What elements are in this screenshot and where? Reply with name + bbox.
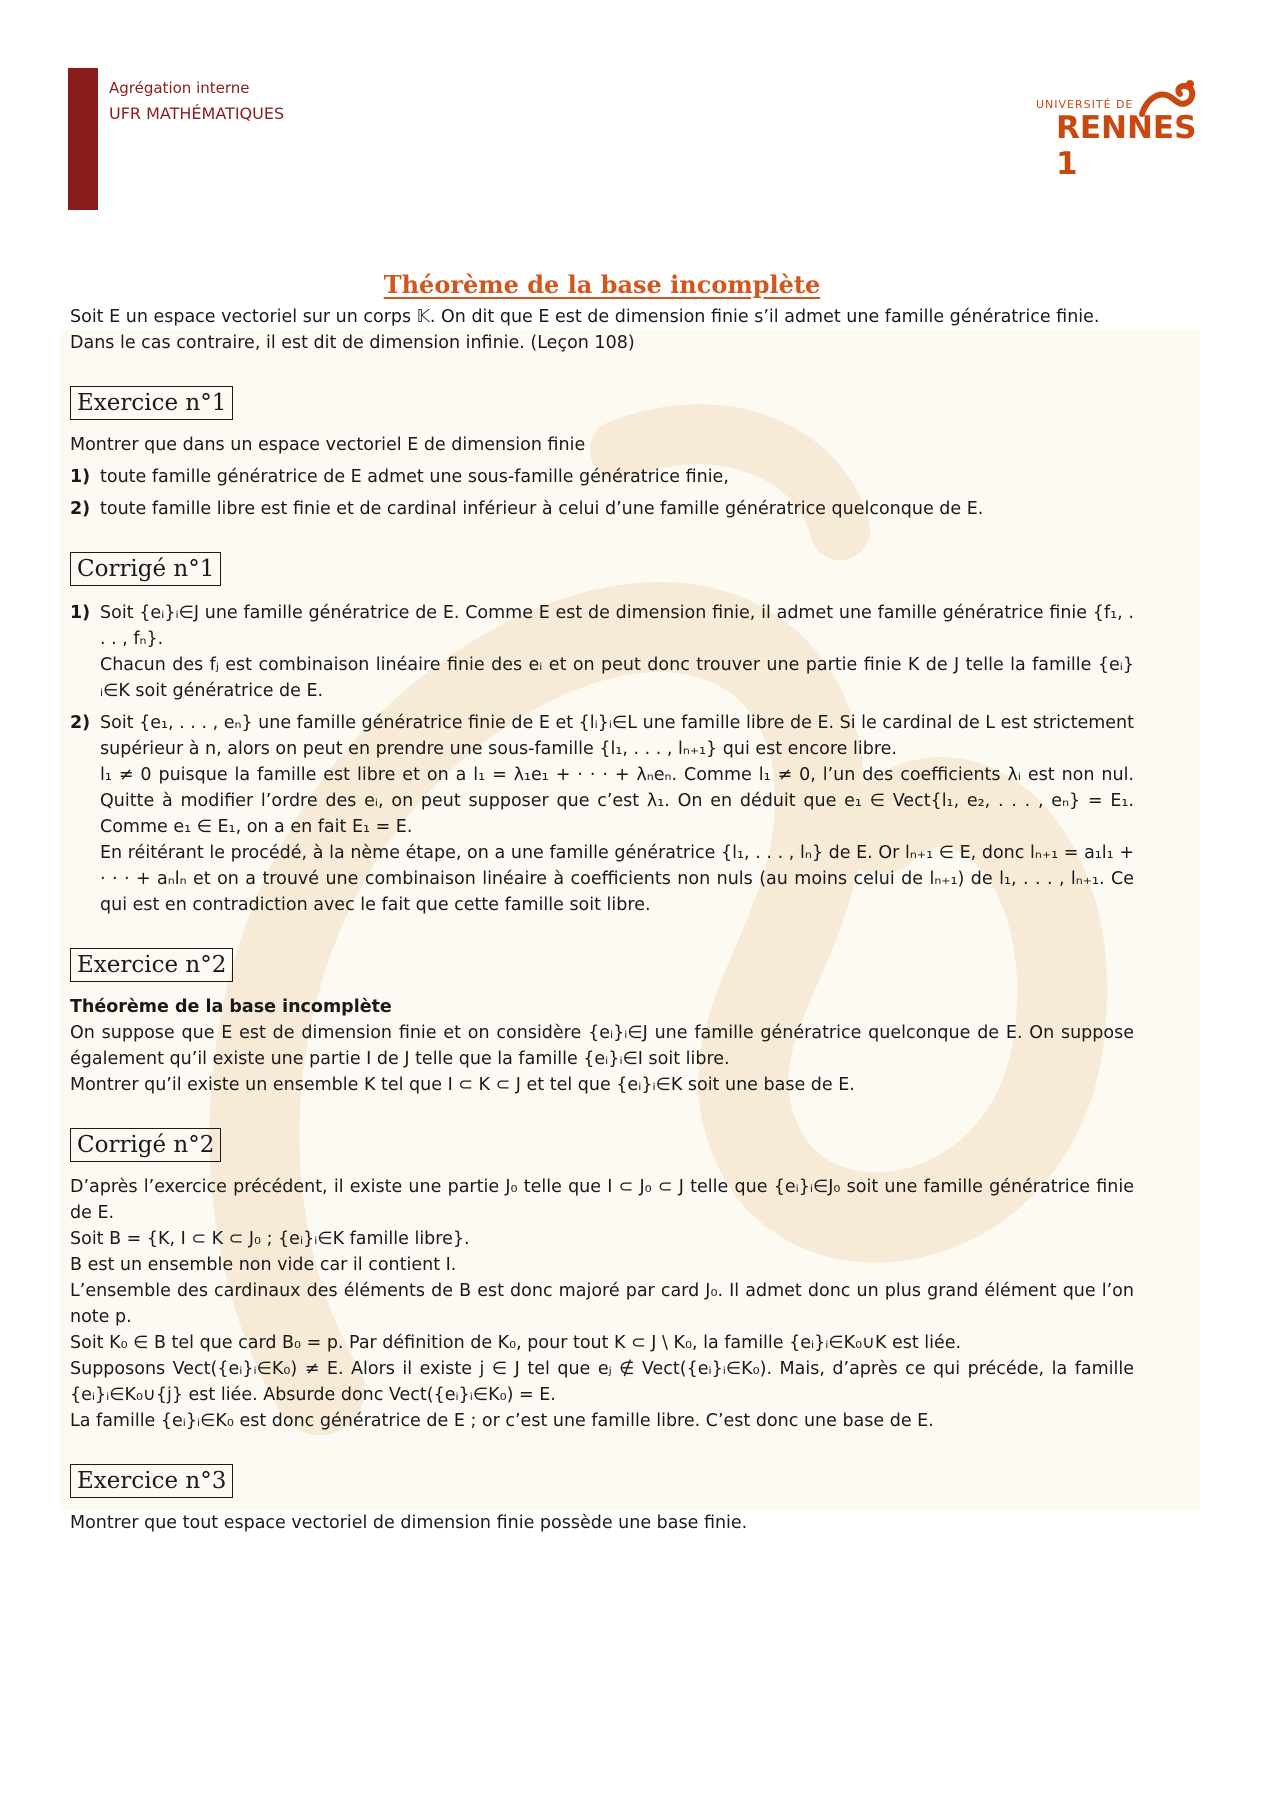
exercise-3-heading: Exercice n°3 (70, 1464, 233, 1498)
intro-line-2: Dans le cas contraire, il est dit de dimension infinie. (Leçon 108) (70, 333, 635, 353)
header-department: UFR MATHÉMATIQUES (109, 104, 285, 123)
university-logo (1030, 72, 1200, 182)
exercise-1-item (70, 464, 1134, 490)
correction-text: En réitérant le procédé, à la nème étape, on a une famille génératrice {l₁, . . . , lₙ} de E. Or lₙ₊₁ ∈ E, donc lₙ₊₁ = a₁l₁ + · · · + aₙlₙ et on a trouvé une combinaison linéaire à coefficients non nuls (au moins celui de lₙ₊₁) de l₁, . . . , lₙ₊₁. Ce qui est en contradiction avec le fait que cette famille soit libre. (100, 843, 1134, 915)
exercise-1-heading: Exercice n°1 (70, 386, 233, 420)
correction-2-text: B est un ensemble non vide car il contient I. (70, 1255, 457, 1275)
correction-2-text: La famille {eᵢ}ᵢ∈K₀ est donc génératrice de E ; or c’est une famille libre. C’est donc une base de E. (70, 1411, 934, 1431)
correction-2-text: D’après l’exercice précédent, il existe une partie J₀ telle que I ⊂ J₀ ⊂ J telle que {eᵢ}ᵢ∈J₀ soit une famille génératrice finie de E. (70, 1177, 1134, 1223)
correction-1-item (70, 710, 1134, 918)
header-accent-bar (68, 68, 98, 210)
correction-2-text: Supposons Vect({eᵢ}ᵢ∈K₀) ≠ E. Alors il existe j ∈ J tel que eⱼ ∉ Vect({eᵢ}ᵢ∈K₀). Mais, d’après ce qui précéde, la famille {eᵢ}ᵢ∈K₀∪{j} est liée. Absurde donc Vect({eᵢ}ᵢ∈K₀) = E. (70, 1359, 1134, 1405)
exercise-1-statement: Montrer que dans un espace vectoriel E de dimension finie (70, 435, 586, 455)
correction-2-text: L’ensemble des cardinaux des éléments de B est donc majoré par card J₀. Il admet donc un plus grand élément que l’on note p. (70, 1281, 1134, 1327)
exercise-2-text: On suppose que E est de dimension finie et on considère {eᵢ}ᵢ∈J une famille génératrice quelconque de E. On suppose également qu’il existe une partie I de J telle que la famille {eᵢ}ᵢ∈I soit libre. (70, 1023, 1134, 1069)
item-text: toute famille libre est finie et de cardinal inférieur à celui d’une famille génératrice quelconque de E. (100, 499, 984, 519)
item-number: 2) (70, 713, 91, 733)
document-title: Théorème de la base incomplète (383, 270, 821, 299)
item-text: toute famille génératrice de E admet une sous-famille génératrice finie, (100, 467, 729, 487)
item-number: 2) (70, 499, 91, 519)
intro-line-1: Soit E un espace vectoriel sur un corps 𝕂. On dit que E est de dimension finie s’il admet une famille génératrice finie. (70, 307, 1100, 327)
correction-text: Chacun des fⱼ est combinaison linéaire finie des eᵢ et on peut donc trouver une partie finie K de J telle la famille {eᵢ}ᵢ∈K soit génératrice de E. (100, 655, 1134, 701)
exercise-2-subtitle: Théorème de la base incomplète (70, 997, 392, 1017)
correction-1-heading: Corrigé n°1 (70, 552, 221, 586)
document-body (70, 272, 1134, 1536)
correction-1-item (70, 600, 1134, 704)
correction-text: Soit {e₁, . . . , eₙ} une famille génératrice finie de E et {lᵢ}ᵢ∈L une famille libre de E. Si le cardinal de L est strictement supérieur à n, alors on peut en prendre une sous-famille {l₁, . . . , lₙ₊₁} qui est encore libre. (100, 713, 1134, 759)
item-number: 1) (70, 467, 91, 487)
exercise-3-statement: Montrer que tout espace vectoriel de dimension finie possède une base finie. (70, 1513, 748, 1533)
exercise-1-item (70, 496, 1134, 522)
correction-2-heading: Corrigé n°2 (70, 1128, 221, 1162)
header-course: Agrégation interne (109, 79, 250, 97)
correction-2-text: Soit B = {K, I ⊂ K ⊂ J₀ ; {eᵢ}ᵢ∈K famille libre}. (70, 1229, 470, 1249)
logo-big-text: RENNES 1 (1056, 110, 1197, 182)
item-number: 1) (70, 603, 91, 623)
correction-2-text: Soit K₀ ∈ B tel que card B₀ = p. Par définition de K₀, pour tout K ⊂ J \ K₀, la famille {eᵢ}ᵢ∈K₀∪K est liée. (70, 1333, 962, 1353)
correction-text: Soit {eᵢ}ᵢ∈J une famille génératrice de E. Comme E est de dimension finie, il admet une famille génératrice finie {f₁, . . . , fₙ}. (100, 603, 1134, 649)
exercise-2-text: Montrer qu’il existe un ensemble K tel que I ⊂ K ⊂ J et tel que {eᵢ}ᵢ∈K soit une base de E. (70, 1075, 855, 1095)
correction-text: l₁ ≠ 0 puisque la famille est libre et on a l₁ = λ₁e₁ + · · · + λₙeₙ. Comme l₁ ≠ 0, l’un des coefficients λᵢ est non nul. Quitte à modifier l’ordre des eᵢ, on peut supposer que c’est λ₁. On en déduit que e₁ ∈ Vect{l₁, e₂, . . . , eₙ} = E₁. Comme e₁ ∈ E₁, on a en fait E₁ = E. (100, 765, 1134, 837)
exercise-2-heading: Exercice n°2 (70, 948, 233, 982)
logo-small-text: UNIVERSITÉ DE (1036, 98, 1134, 111)
